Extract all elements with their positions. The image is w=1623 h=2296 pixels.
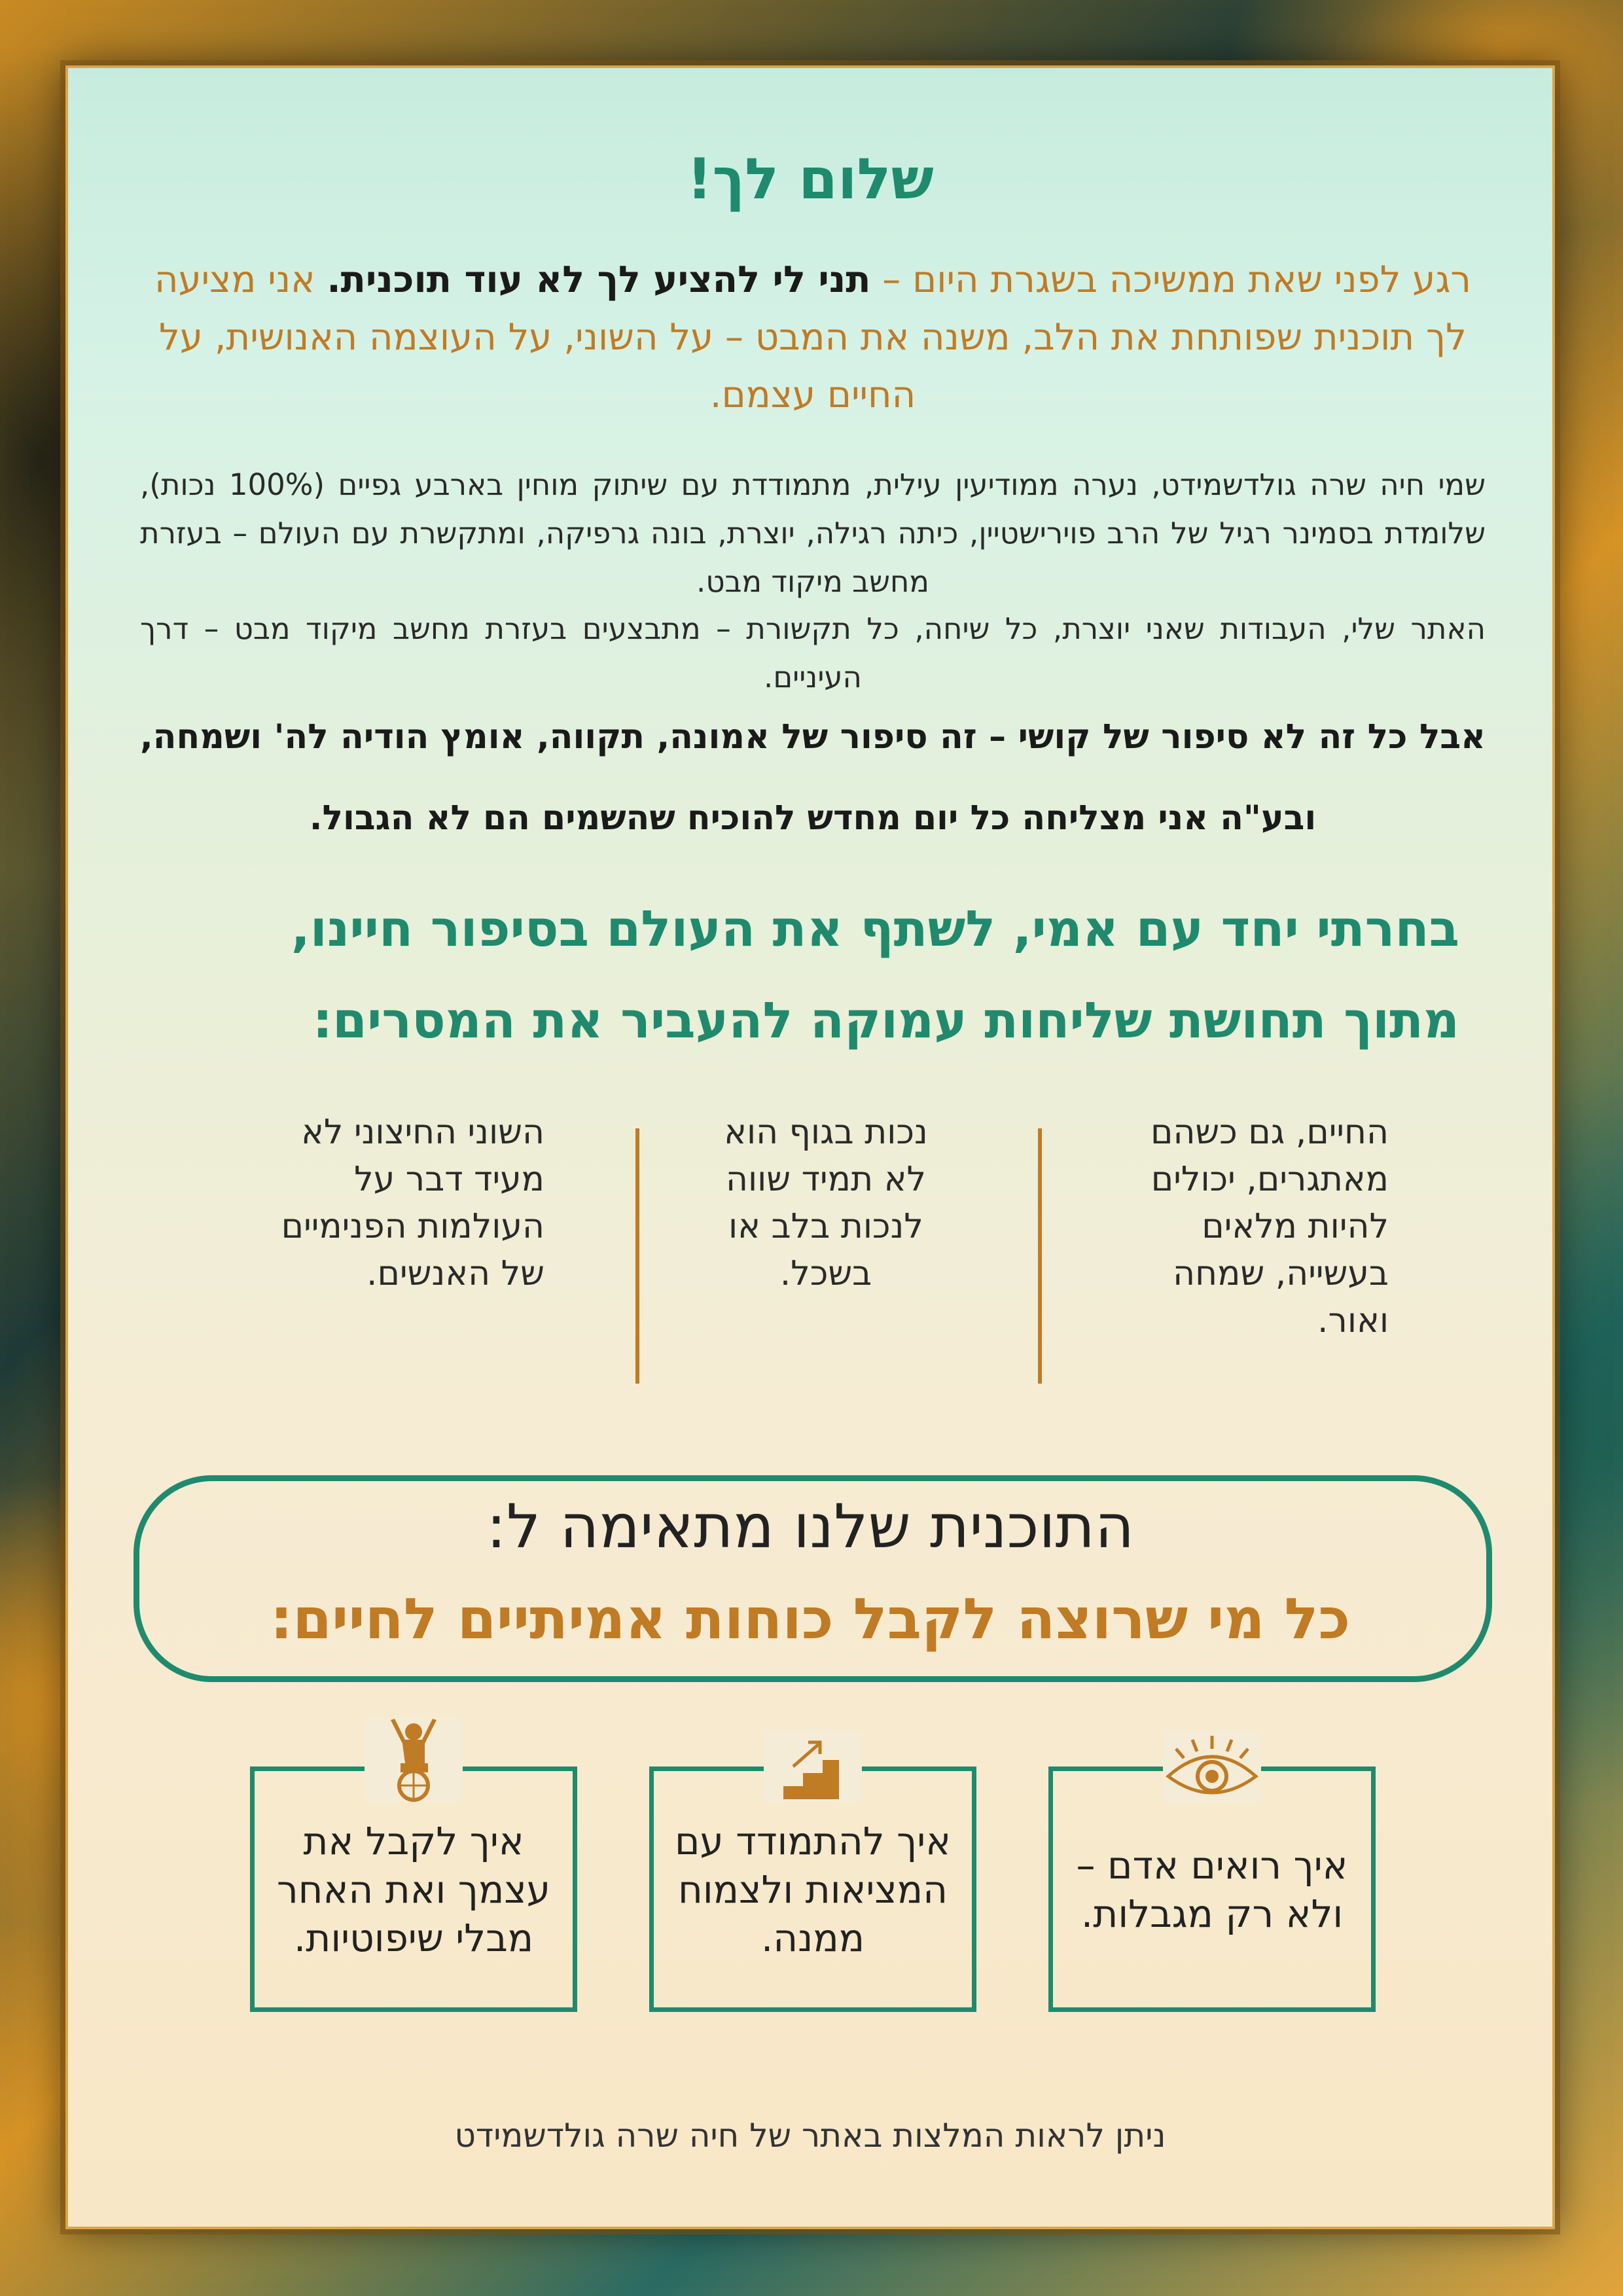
benefit-text: איך רואים אדם – ולא רק מגבלות.: [1076, 1842, 1348, 1936]
content-panel: [65, 65, 1555, 2229]
stairs-arrow-icon: [764, 1731, 862, 1803]
faith-paragraph: אבל כל זה לא סיפור של קושי – זה סיפור של אמונה, תקווה, אומץ הודיה לה' ושמחה, ובע"ה אני מצליחה כל יום מחדש להוכיח שהשמים הם לא הגבול.: [140, 717, 1486, 838]
bio-paragraph: שמי חיה שרה גולדשמידט, נערה ממודיעין עילית, מתמודדת עם שיתוק מוחין בארבע גפיים (100% נכות), שלומדת בסמינר רגיל של הרב פוירישטיין, כיתה רגילה, יוצרת, בונה גרפיקה, ומתקשרת עם העולם – בעזרת מחשב מיקוד מבט.: [140, 467, 1486, 599]
intro-part1-bold: תני לי להציע לך לא עוד תוכנית.: [327, 259, 871, 301]
wheelchair-person-icon: [365, 1717, 463, 1803]
message-column: נכות בגוף הוא לא תמיד שווה לנכות בלב או בשכל.: [724, 1113, 928, 1293]
benefit-box: [250, 1767, 577, 2012]
mission-heading-line2: מתוך תחושת שליחות עמוקה להעביר את המסרים:: [312, 991, 1459, 1049]
intro-part2: אני מציעה לך תוכנית שפותחת את הלב, משנה את המבט – על השוני, על העוצמה האנושית, על החיים עצמם.: [154, 259, 1467, 416]
benefit-box: [1048, 1767, 1376, 2012]
page-title: שלום לך!: [687, 147, 934, 212]
program-title: התוכנית שלנו מתאימה ל:: [486, 1492, 1135, 1562]
benefit-text: איך לקבל את עצמך ואת האחר מבלי שיפוטיות.: [276, 1818, 551, 1960]
message-column: החיים, גם כשהם מאתגרים, יכולים להיות מלאים בעשייה, שמחה ואור.: [1150, 1113, 1389, 1340]
benefit-box: [649, 1767, 976, 2012]
message-column: השוני החיצוני לא מעיד דבר על העולמות הפנימיים של האנשים.: [281, 1113, 544, 1293]
benefit-text: איך להתמודד עם המציאות ולצמוח ממנה.: [674, 1818, 952, 1960]
column-divider: [635, 1128, 639, 1384]
intro-text: [140, 251, 1486, 424]
mission-heading-line1: בחרתי יחד עם אמי, לשתף את העולם בסיפור חיינו,: [291, 899, 1459, 958]
intro-part1: רגע לפני שאת ממשיכה בשגרת היום –: [870, 259, 1472, 301]
column-divider: [1038, 1128, 1042, 1384]
footer-note: ניתן לראות המלצות באתר של חיה שרה גולדשמידט: [454, 2117, 1166, 2155]
program-subtitle: כל מי שרוצה לקבל כוחות אמיתיים לחיים:: [270, 1587, 1351, 1652]
eye-icon: [1163, 1731, 1261, 1803]
site-paragraph: האתר שלי, העבודות שאני יוצרת, כל שיחה, כל תקשורת – מתבצעים בעזרת מחשב מיקוד מבט – דרך העיניים.: [140, 611, 1486, 694]
